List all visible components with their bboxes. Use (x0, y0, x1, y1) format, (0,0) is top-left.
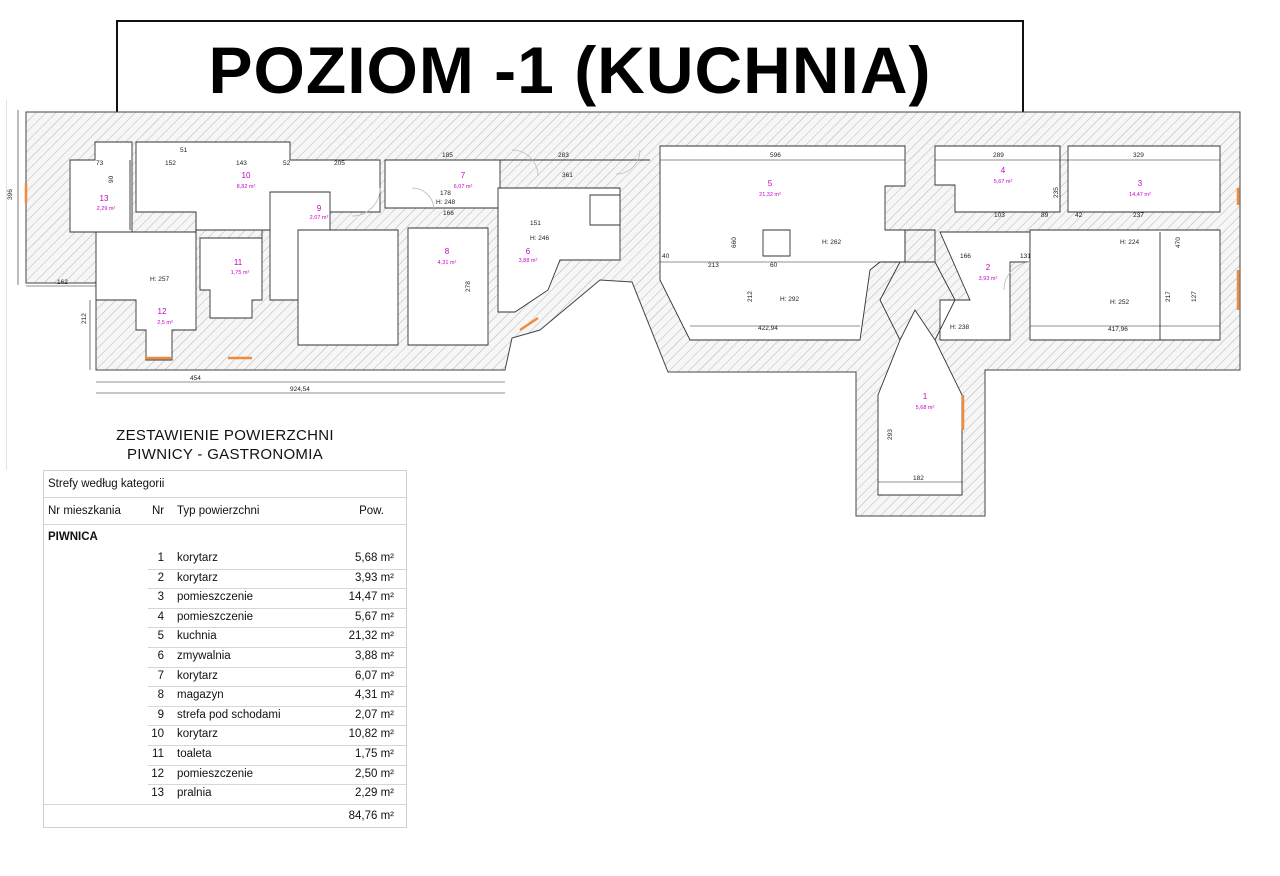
dim-label: 470 (1175, 237, 1182, 248)
room-tag-number: 13 (99, 194, 109, 203)
row-area: 6,07 m² (355, 669, 394, 682)
table-row (44, 686, 406, 706)
table-category-row (44, 471, 406, 498)
table-row (44, 549, 406, 569)
room-tag-area: 8,82 m² (236, 184, 256, 190)
room-tag-number: 11 (233, 258, 243, 267)
row-area: 2,07 m² (355, 708, 394, 721)
dim-label: 213 (708, 262, 719, 269)
dim-label: 166 (960, 253, 971, 260)
row-type: toaleta (177, 747, 212, 760)
row-type: korytarz (177, 571, 218, 584)
room-tag-number: 3 (1137, 179, 1143, 188)
row-type: strefa pod schodami (177, 708, 281, 721)
row-area: 2,29 m² (355, 787, 394, 800)
dim-label: 42 (1075, 212, 1083, 219)
row-area: 14,47 m² (348, 591, 394, 604)
dim-label: 52 (283, 160, 291, 167)
section-label: PIWNICA (48, 531, 98, 543)
table-body (44, 549, 406, 804)
table-row (44, 627, 406, 647)
room-tag-area: 21,32 m² (759, 192, 781, 198)
row-type: korytarz (177, 669, 218, 682)
room-tag-number: 12 (157, 307, 167, 316)
dim-label: 235 (1053, 187, 1060, 198)
row-area: 21,32 m² (348, 630, 394, 643)
plan-title: POZIOM -1 (KUCHNIA) (208, 33, 932, 107)
dim-label: 51 (180, 147, 188, 154)
dim-label: 660 (731, 237, 738, 248)
height-label: H: 262 (822, 239, 842, 246)
table-row (44, 569, 406, 589)
room-tag-number: 2 (985, 263, 991, 272)
room-tag-area: 14,47 m² (1129, 192, 1151, 198)
row-nr: 11 (152, 747, 164, 760)
table-row (44, 706, 406, 726)
table-row (44, 608, 406, 628)
dim-label: 178 (440, 190, 451, 197)
row-area: 3,88 m² (355, 649, 394, 662)
category-label: Strefy według kategorii (48, 478, 165, 490)
row-type: pomieszczenie (177, 591, 254, 604)
room-tag-area: 6,07 m² (453, 184, 473, 190)
room-tag-area: 2,5 m² (157, 320, 173, 326)
room-tag-number: 8 (444, 247, 450, 256)
room-tag-area: 3,93 m² (978, 276, 998, 282)
row-type: magazyn (177, 689, 224, 702)
dim-label: 237 (1133, 212, 1144, 219)
dim-label: 596 (770, 152, 781, 159)
dim-label: 289 (993, 152, 1004, 159)
dim-label: 73 (96, 160, 104, 167)
dim-label: 143 (236, 160, 247, 167)
dim-label: 151 (530, 220, 541, 227)
row-nr: 5 (157, 630, 164, 643)
dim-label: 89 (1041, 212, 1049, 219)
height-label: H: 257 (150, 276, 170, 283)
row-nr: 10 (151, 728, 164, 741)
dim-label: 283 (558, 152, 569, 159)
row-area: 5,67 m² (355, 610, 394, 623)
room-tag-area: 4,31 m² (437, 260, 457, 266)
dim-label: 422,94 (758, 325, 778, 332)
dim-label: 205 (334, 160, 345, 167)
height-label: H: 252 (1110, 299, 1130, 306)
area-summary-heading-line2: PIWNICY - GASTRONOMIA (126, 446, 324, 463)
room-tag-area: 2,07 m² (309, 215, 329, 221)
height-label: H: 238 (950, 324, 970, 331)
dim-label: 217 (1165, 291, 1172, 302)
dim-label: 212 (747, 291, 754, 302)
row-area: 3,93 m² (355, 571, 394, 584)
room-tag-number: 1 (922, 392, 928, 401)
row-nr: 9 (157, 708, 164, 721)
table-row (44, 647, 406, 667)
table-section-row (44, 525, 406, 549)
table-header-row (44, 498, 406, 525)
dim-label: 40 (662, 253, 670, 260)
row-type: zmywalnia (177, 649, 231, 662)
dim-label: 162 (57, 279, 68, 286)
row-nr: 3 (157, 591, 164, 604)
row-nr: 12 (151, 767, 164, 780)
column-header-type: Typ powierzchni (177, 505, 260, 517)
height-label: H: 248 (436, 199, 456, 206)
row-nr: 4 (157, 610, 164, 623)
row-nr: 13 (151, 787, 164, 800)
column-header-unit: Nr mieszkania (48, 505, 121, 517)
room-tag-area: 5,68 m² (915, 405, 935, 411)
row-type: korytarz (177, 552, 218, 564)
total-area: 84,76 m² (348, 809, 394, 822)
room-tag-number: 10 (241, 171, 251, 180)
height-label: H: 224 (1120, 239, 1140, 246)
row-nr: 1 (157, 552, 164, 564)
row-area: 1,75 m² (355, 747, 394, 760)
row-nr: 2 (157, 571, 164, 584)
row-nr: 7 (157, 669, 164, 682)
dim-label: 329 (1133, 152, 1144, 159)
dim-label: 293 (887, 429, 894, 440)
dim-label: 396 (7, 189, 14, 200)
row-type: pomieszczenie (177, 767, 254, 780)
column-header-nr: Nr (152, 505, 165, 517)
room-tag-number: 7 (460, 171, 466, 180)
area-summary-table (43, 470, 407, 828)
dim-label: 166 (443, 210, 454, 217)
dim-label: 212 (81, 313, 88, 324)
dim-label: 361 (562, 172, 573, 179)
row-area: 2,50 m² (355, 767, 394, 780)
row-area: 5,68 m² (355, 552, 394, 564)
table-total-row (44, 804, 406, 827)
room-tag-area: 2,29 m² (96, 206, 116, 212)
table-row (44, 784, 406, 804)
row-nr: 6 (157, 649, 164, 662)
area-summary-heading-line1: ZESTAWIENIE POWIERZCHNI (116, 427, 334, 444)
table-row (44, 588, 406, 608)
room-tag-number: 9 (316, 204, 322, 213)
dim-label: 454 (190, 375, 201, 382)
row-type: kuchnia (177, 630, 217, 643)
table-row (44, 765, 406, 785)
dim-label: 152 (165, 160, 176, 167)
row-type: pralnia (177, 787, 212, 800)
dim-label: 103 (994, 212, 1005, 219)
dim-label: 127 (1191, 291, 1198, 302)
dim-label: 924,54 (290, 386, 310, 393)
row-area: 10,82 m² (348, 728, 394, 741)
row-type: pomieszczenie (177, 610, 254, 623)
dim-label: 90 (108, 175, 115, 183)
room-tag-number: 6 (525, 247, 531, 256)
room-tag-number: 4 (1000, 166, 1006, 175)
table-row (44, 667, 406, 687)
dim-label: 131 (1020, 253, 1031, 260)
dim-label: 278 (465, 281, 472, 292)
dim-label: 182 (913, 475, 924, 482)
room-tag-area: 3,88 m² (518, 258, 538, 264)
room-tag-area: 1,75 m² (230, 270, 250, 276)
row-nr: 8 (157, 689, 164, 702)
table-row (44, 725, 406, 745)
height-label: H: 292 (780, 296, 800, 303)
row-area: 4,31 m² (355, 689, 394, 702)
room-tag-area: 5,67 m² (993, 179, 1013, 185)
row-type: korytarz (177, 728, 218, 741)
column-header-area: Pow. (359, 505, 384, 517)
table-row (44, 745, 406, 765)
dim-label: 417,96 (1108, 326, 1128, 333)
area-summary-heading (60, 426, 390, 464)
height-label: H: 246 (530, 235, 550, 242)
room-tag-number: 5 (767, 179, 773, 188)
dim-label: 185 (442, 152, 453, 159)
dim-label: 60 (770, 262, 778, 269)
